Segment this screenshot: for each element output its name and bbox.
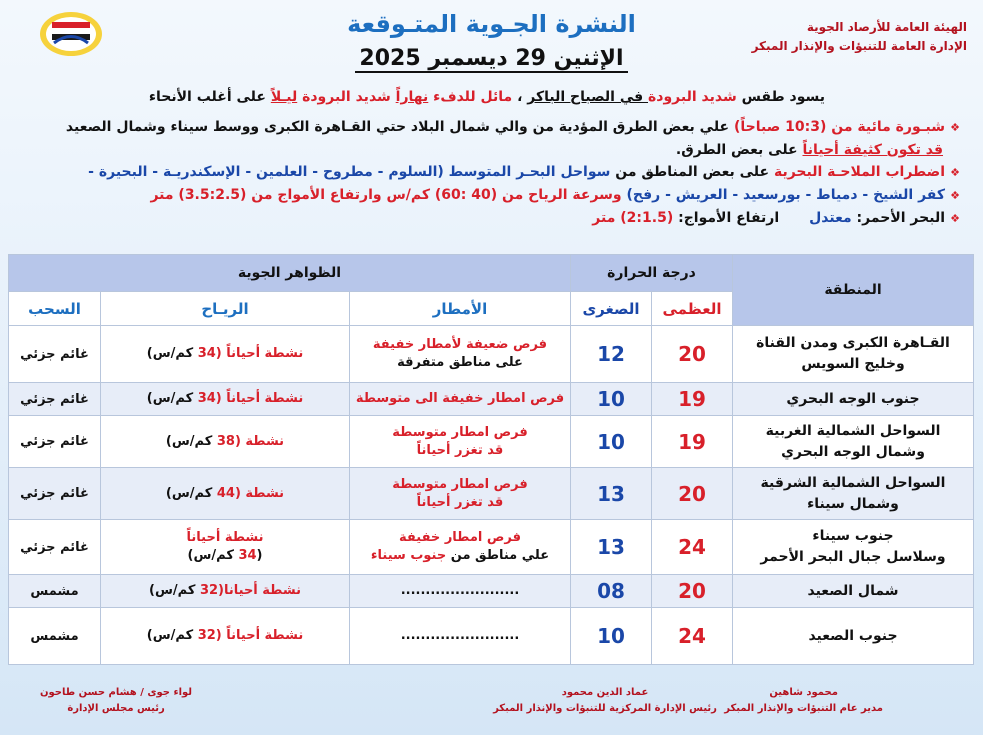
max-temp-cell: 24 bbox=[652, 520, 733, 575]
bulletin-date: الإثنين 29 ديسمبر 2025 bbox=[355, 46, 627, 73]
region-cell: جنوب سيناء وسلاسل جبال البحر الأحمر bbox=[733, 520, 974, 575]
org-department: الإدارة العامة للتنبؤات والإنذار المبكر bbox=[751, 39, 967, 53]
table-row bbox=[9, 468, 974, 520]
region-cell: جنوب الوجه البحري bbox=[733, 383, 974, 416]
min-temp-cell: 12 bbox=[571, 326, 652, 383]
bulletin-date-wrap bbox=[0, 46, 983, 71]
cloud-cell: غائم جزئي bbox=[9, 416, 101, 468]
col-max-header: العظمى bbox=[652, 292, 733, 326]
max-temp-cell: 19 bbox=[652, 383, 733, 416]
wind-cell: نشطة (44 كم/س) bbox=[101, 468, 350, 520]
bulletin-title: النشرة الجـوية المتـوقعة bbox=[347, 10, 636, 38]
org-name: الهيئة العامة للأرصاد الجوية bbox=[806, 20, 967, 34]
max-temp-cell: 20 bbox=[652, 575, 733, 608]
col-min-header: الصغرى bbox=[571, 292, 652, 326]
rain-cell: فرص ضعيفة لأمطار خفيفة على مناطق متفرقة bbox=[350, 326, 571, 383]
min-temp-cell: 13 bbox=[571, 468, 652, 520]
rain-cell: فرص امطار خفيفة الى متوسطة bbox=[350, 383, 571, 416]
summary-line-2: ❖شبـورة مائية من (10:3 صباحاً) علي بعض الطرق المؤدية من والي شمال البلاد حتي القـاهرة الكبرى ووسط سيناء وشمال الصعيد bbox=[17, 116, 965, 139]
diamond-bullet-icon: ❖ bbox=[950, 166, 960, 179]
summary-line-1: يسود طقس شديد البرودة في الصباح الباكر ، مائل للدفء نهاراً شديد البرودة ليـلاً على أغلب الأنحاء bbox=[148, 89, 825, 105]
wind-cell: نشطة (38 كم/س) bbox=[101, 416, 350, 468]
col-cloud-header: السحب bbox=[9, 292, 101, 326]
signature-2: عماد الدين محمود رئيس الإدارة المركزية للتنبؤات والإنذار المبكر bbox=[493, 687, 717, 714]
min-temp-cell: 08 bbox=[571, 575, 652, 608]
region-cell: القـاهرة الكبرى ومدن القناة وخليج السويس bbox=[733, 326, 974, 383]
max-temp-cell: 19 bbox=[652, 416, 733, 468]
diamond-bullet-icon: ❖ bbox=[950, 189, 960, 202]
wind-cell: نشطة أحياناً (32 كم/س) bbox=[101, 608, 350, 665]
min-temp-cell: 10 bbox=[571, 383, 652, 416]
max-temp-cell: 20 bbox=[652, 468, 733, 520]
diamond-bullet-icon: ❖ bbox=[950, 121, 960, 134]
region-cell: شمال الصعيد bbox=[733, 575, 974, 608]
col-phenomena-header: الظواهر الجوية bbox=[9, 255, 571, 292]
col-region-header: المنطقة bbox=[733, 255, 974, 326]
signature-1: محمود شاهين مدير عام التنبؤات والإنذار المبكر bbox=[724, 687, 883, 714]
max-temp-cell: 20 bbox=[652, 326, 733, 383]
cloud-cell: مشمس bbox=[9, 608, 101, 665]
rain-cell: فرص امطار متوسطة قد تغزر أحياناً bbox=[350, 416, 571, 468]
table-row bbox=[9, 383, 974, 416]
max-temp-cell: 24 bbox=[652, 608, 733, 665]
wind-cell: نشطة أحياناً (34 كم/س) bbox=[101, 326, 350, 383]
region-cell: السواحل الشمالية الغربية وشمال الوجه البحري bbox=[733, 416, 974, 468]
summary-line-4: ❖اضطراب الملاحـة البحرية على بعض المناطق من سواحل البحـر المتوسط (السلوم - مطروح - العلمين - الإسكندريـة - البحيرة - bbox=[17, 161, 965, 184]
signature-3: لواء جوى / هشام حسن طاحون رئيس مجلس الإدارة bbox=[40, 687, 193, 714]
summary-line-6: ❖البحر الأحمر: معتدلارتفاع الأمواج: (2:1.5) متر bbox=[17, 207, 965, 230]
wind-cell: نشطة أحياناً (34 كم/س) bbox=[101, 383, 350, 416]
wind-cell: نشطة أحياناً (34 كم/س) bbox=[101, 520, 350, 575]
cloud-cell: مشمس bbox=[9, 575, 101, 608]
forecast-table bbox=[8, 254, 974, 665]
diamond-bullet-icon: ❖ bbox=[950, 212, 960, 225]
cloud-cell: غائم جزئي bbox=[9, 468, 101, 520]
table-row bbox=[9, 416, 974, 468]
wind-cell: نشطة أحيانا(32 كم/س) bbox=[101, 575, 350, 608]
col-wind-header: الريـاح bbox=[101, 292, 350, 326]
summary-block bbox=[17, 86, 965, 230]
region-cell: السواحل الشمالية الشرقية وشمال سيناء bbox=[733, 468, 974, 520]
min-temp-cell: 10 bbox=[571, 416, 652, 468]
table-row bbox=[9, 326, 974, 383]
min-temp-cell: 13 bbox=[571, 520, 652, 575]
table-row bbox=[9, 608, 974, 665]
rain-cell: فرص امطار متوسطة قد تغزر أحياناً bbox=[350, 468, 571, 520]
rain-cell: فرص امطار خفيفة علي مناطق من جنوب سيناء bbox=[350, 520, 571, 575]
min-temp-cell: 10 bbox=[571, 608, 652, 665]
region-cell: جنوب الصعيد bbox=[733, 608, 974, 665]
col-temp-header: درجة الحرارة bbox=[571, 255, 733, 292]
rain-cell: ........................ bbox=[350, 608, 571, 665]
cloud-cell: غائم جزئي bbox=[9, 383, 101, 416]
summary-line-3: قد تكون كثيفة أحياناً على بعض الطرق. bbox=[675, 142, 943, 158]
table-row bbox=[9, 575, 974, 608]
cloud-cell: غائم جزئي bbox=[9, 326, 101, 383]
col-rain-header: الأمطار bbox=[350, 292, 571, 326]
summary-line-5: ❖كفر الشيخ - دمياط - بورسعيد - العريش - رفح) وسرعة الرياح من (40 :60) كم/س وارتفاع الأمواج من (3.5:2.5) متر bbox=[17, 184, 965, 207]
cloud-cell: غائم جزئي bbox=[9, 520, 101, 575]
table-row bbox=[9, 520, 974, 575]
rain-cell: ........................ bbox=[350, 575, 571, 608]
